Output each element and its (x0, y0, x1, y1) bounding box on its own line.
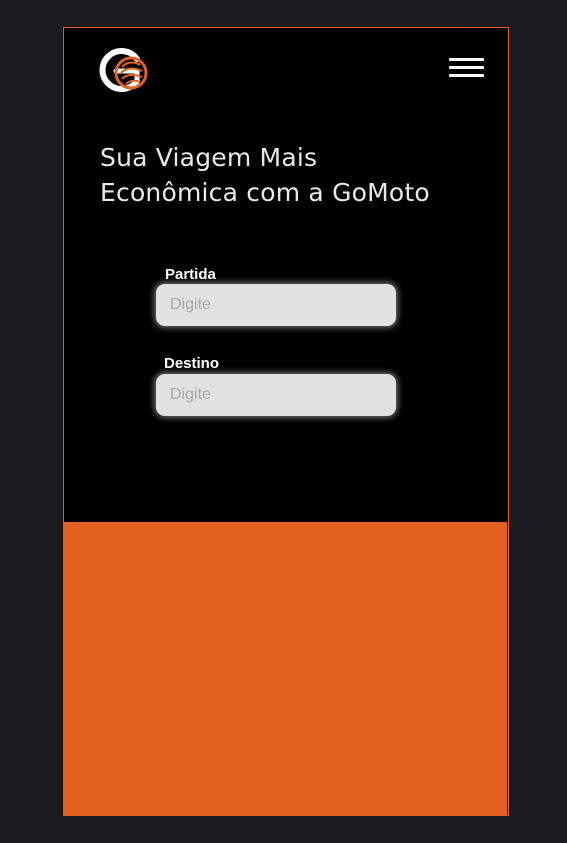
hero-headline: Sua Viagem Mais Econômica com a GoMoto (100, 143, 430, 207)
destination-input[interactable] (156, 374, 396, 416)
destination-label: Destino (164, 355, 220, 372)
menu-line-top (449, 58, 484, 61)
departure-label: Partida (165, 266, 216, 283)
gomoto-logo (95, 46, 151, 94)
hero-section (64, 28, 507, 522)
departure-input[interactable] (156, 284, 396, 326)
hamburger-menu-button[interactable] (449, 55, 487, 83)
menu-line-middle (449, 66, 484, 69)
orange-content-section (64, 522, 507, 815)
menu-line-bottom (449, 74, 484, 77)
mobile-page-frame (63, 27, 509, 816)
